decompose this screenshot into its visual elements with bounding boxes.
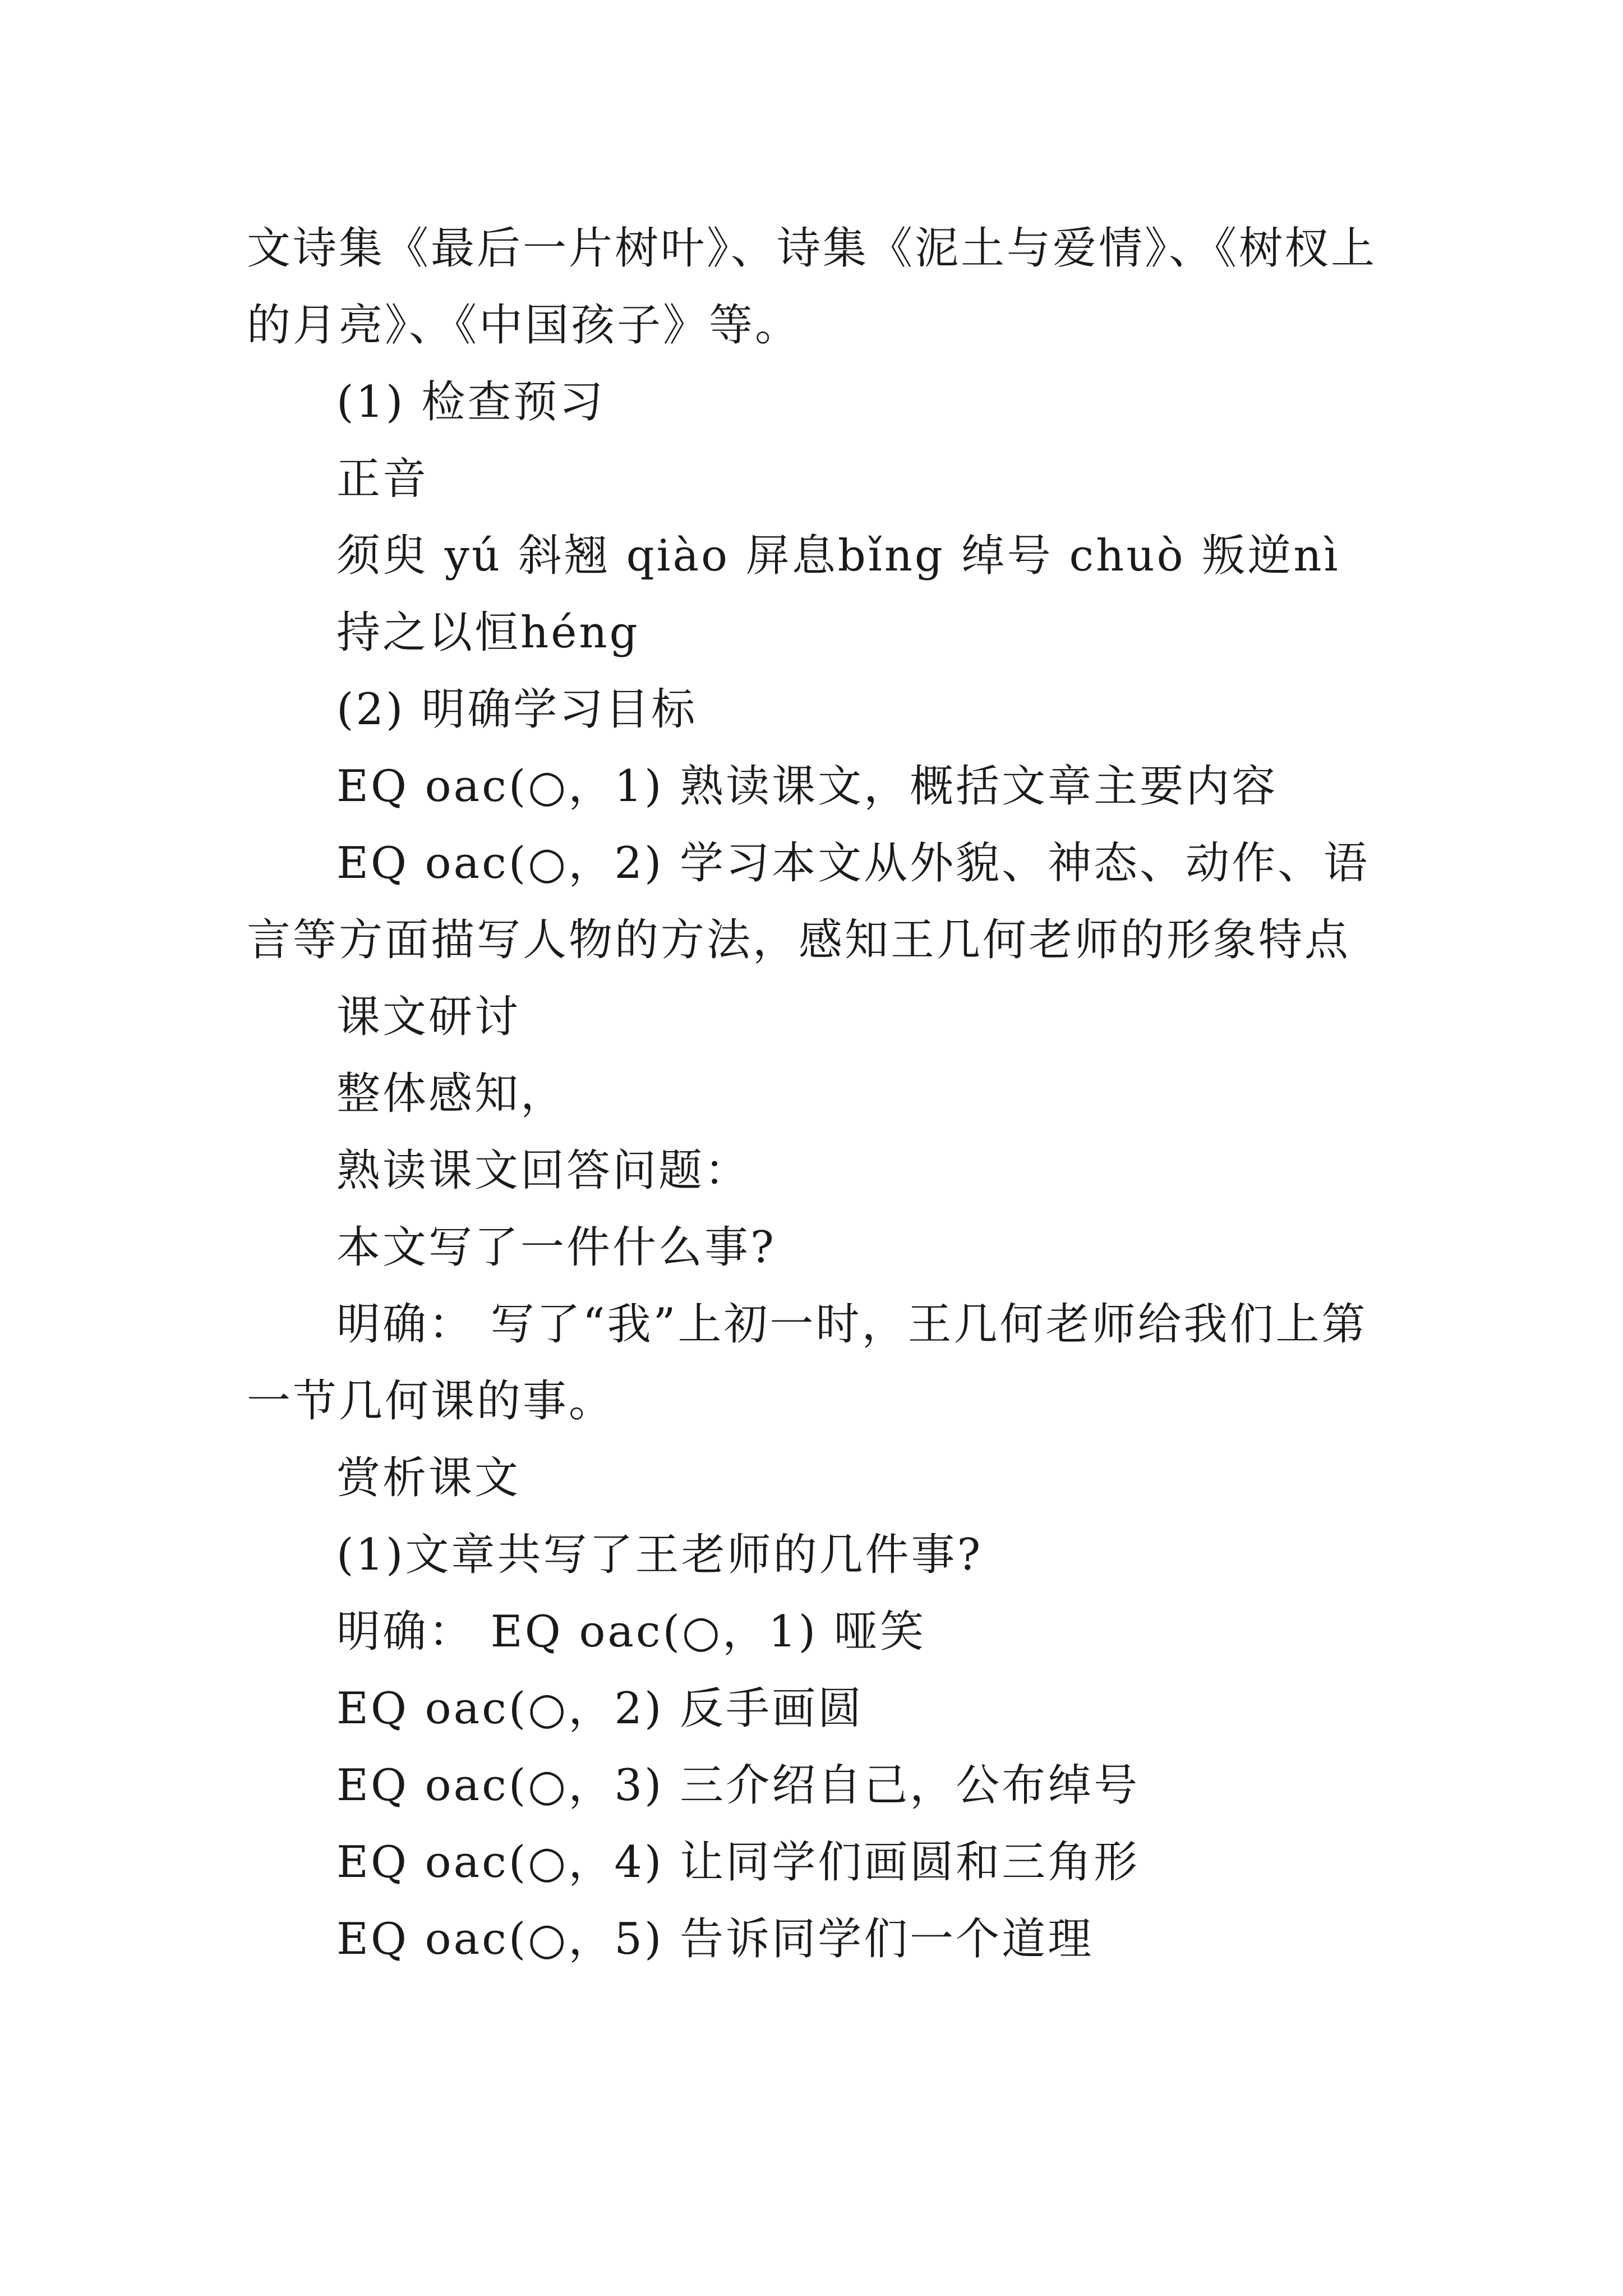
goal-item-2: EQ oac(○，2) 学习本文从外貌、神态、动作、语言等方面描写人物的方法，感知王几何老师的形象特点 — [247, 838, 1370, 965]
document-body — [247, 210, 1380, 1978]
heading-pronunciation: 正音 — [336, 454, 429, 504]
question-how-many-events: (1)文章共写了王老师的几件事? — [336, 1530, 983, 1580]
paragraph-read-and-answer: 熟读课文回答问题： — [336, 1145, 751, 1196]
heading-overall-perception: 整体感知， — [336, 1069, 567, 1119]
answer-event-4: EQ oac(○，4) 让同学们画圆和三角形 — [336, 1837, 1140, 1888]
answer-event-1: 明确： EQ oac(○，1) 哑笑 — [336, 1607, 926, 1657]
answer-event-5: EQ oac(○，5) 告诉同学们一个道理 — [336, 1914, 1094, 1964]
heading-text-study: 课文研讨 — [336, 992, 521, 1042]
answer-event-2: EQ oac(○，2) 反手画圆 — [336, 1683, 864, 1734]
question-what-event: 本文写了一件什么事? — [336, 1222, 776, 1273]
heading-check-preview: (1) 检查预习 — [336, 377, 606, 427]
answer-what-event: 明确： 写了“我”上初一时，王几何老师给我们上第一节几何课的事。 — [247, 1299, 1368, 1427]
goal-item-1: EQ oac(○，1) 熟读课文，概括文章主要内容 — [336, 761, 1278, 812]
paragraph-pinyin-list: 须臾 yú 斜翘 qiào 屏息bǐng 绰号 chuò 叛逆nì — [336, 531, 1340, 581]
answer-event-3: EQ oac(○，3) 三介绍自己，公布绰号 — [336, 1760, 1140, 1811]
paragraph-pinyin-heng: 持之以恒héng — [336, 608, 640, 658]
heading-learning-goals: (2) 明确学习目标 — [336, 684, 698, 735]
heading-appreciation: 赏析课文 — [336, 1453, 521, 1503]
paragraph-poetry-collections: 文诗集《最后一片树叶》、诗集《泥土与爱情》、《树杈上的月亮》、《中国孩子》等。 — [247, 223, 1377, 351]
